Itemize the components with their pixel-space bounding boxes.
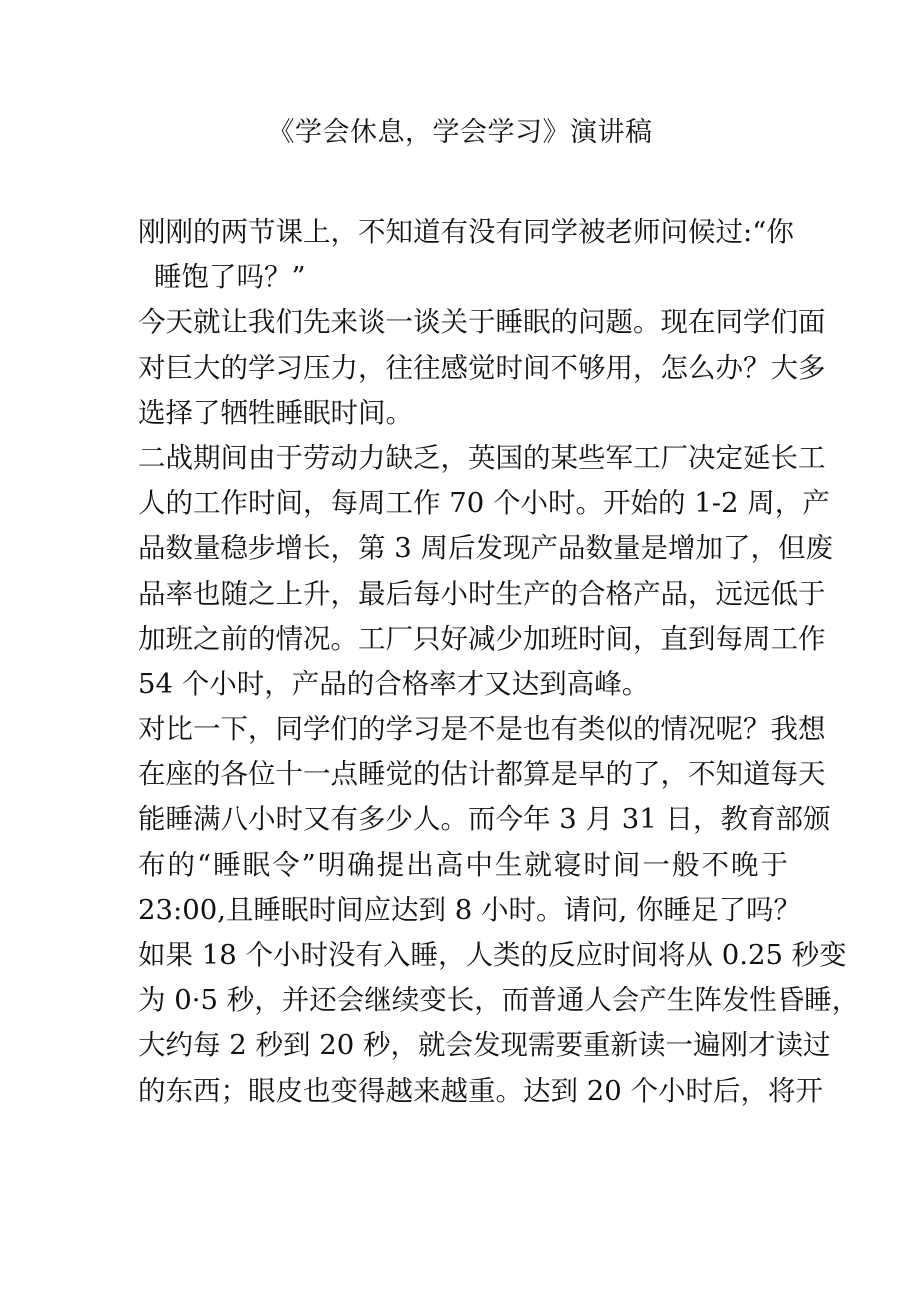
- text-line: 大约每 2 秒到 20 秒，就会发现需要重新读一遍刚才读过: [138, 1029, 831, 1062]
- text-line: 54 个小时，产品的合格率才又达到高峰。: [138, 667, 650, 700]
- document-title: 《学会休息，学会学习》演讲稿: [267, 117, 653, 148]
- text-line: 对比一下，同学们的学习是不是也有类似的情况呢？我想: [138, 713, 826, 746]
- text-line: 的东西；眼皮也变得越来越重。达到 20 个小时后，将开: [138, 1074, 823, 1107]
- text-line: 人的工作时间，每周工作 70 个小时。开始的 1-2 周，产: [138, 487, 830, 520]
- text-line: 能睡满八小时又有多少人。而今年 3 月 31 日，教育部颁: [138, 803, 831, 836]
- text-line: 品数量稳步增长，第 3 周后发现产品数量是增加了，但废: [138, 532, 833, 565]
- text-line: 今天就让我们先来谈一谈关于睡眠的问题。现在同学们面: [138, 306, 826, 339]
- text-line: 刚刚的两节课上，不知道有没有同学被老师问候过:“你: [138, 216, 794, 248]
- text-line: 睡饱了吗？”: [154, 261, 306, 294]
- text-line: 加班之前的情况。工厂只好减少加班时间，直到每周工作: [138, 622, 826, 655]
- text-line: 选择了牺牲睡眠时间。: [138, 396, 413, 429]
- text-line: 对巨大的学习压力，往往感觉时间不够用，怎么办？大多: [138, 351, 826, 384]
- text-line: 23:00,且睡眠时间应达到 8 小时。请问, 你睡足了吗？: [138, 893, 801, 926]
- text-line: 为 0·5 秒，并还会继续变长，而普通人会产生阵发性昏睡，: [138, 984, 860, 1017]
- text-line: 布的“睡眠令”明确提出高中生就寝时间一般不晚于: [138, 848, 788, 881]
- text-line: 在座的各位十一点睡觉的估计都算是早的了，不知道每天: [138, 758, 826, 791]
- text-line: 如果 18 个小时没有入睡，人类的反应时间将从 0.25 秒变: [138, 939, 847, 971]
- text-line: 二战期间由于劳动力缺乏，英国的某些军工厂决定延长工: [138, 441, 826, 474]
- document-body: [138, 210, 860, 1114]
- text-line: 品率也随之上升，最后每小时生产的合格产品，远远低于: [138, 577, 826, 610]
